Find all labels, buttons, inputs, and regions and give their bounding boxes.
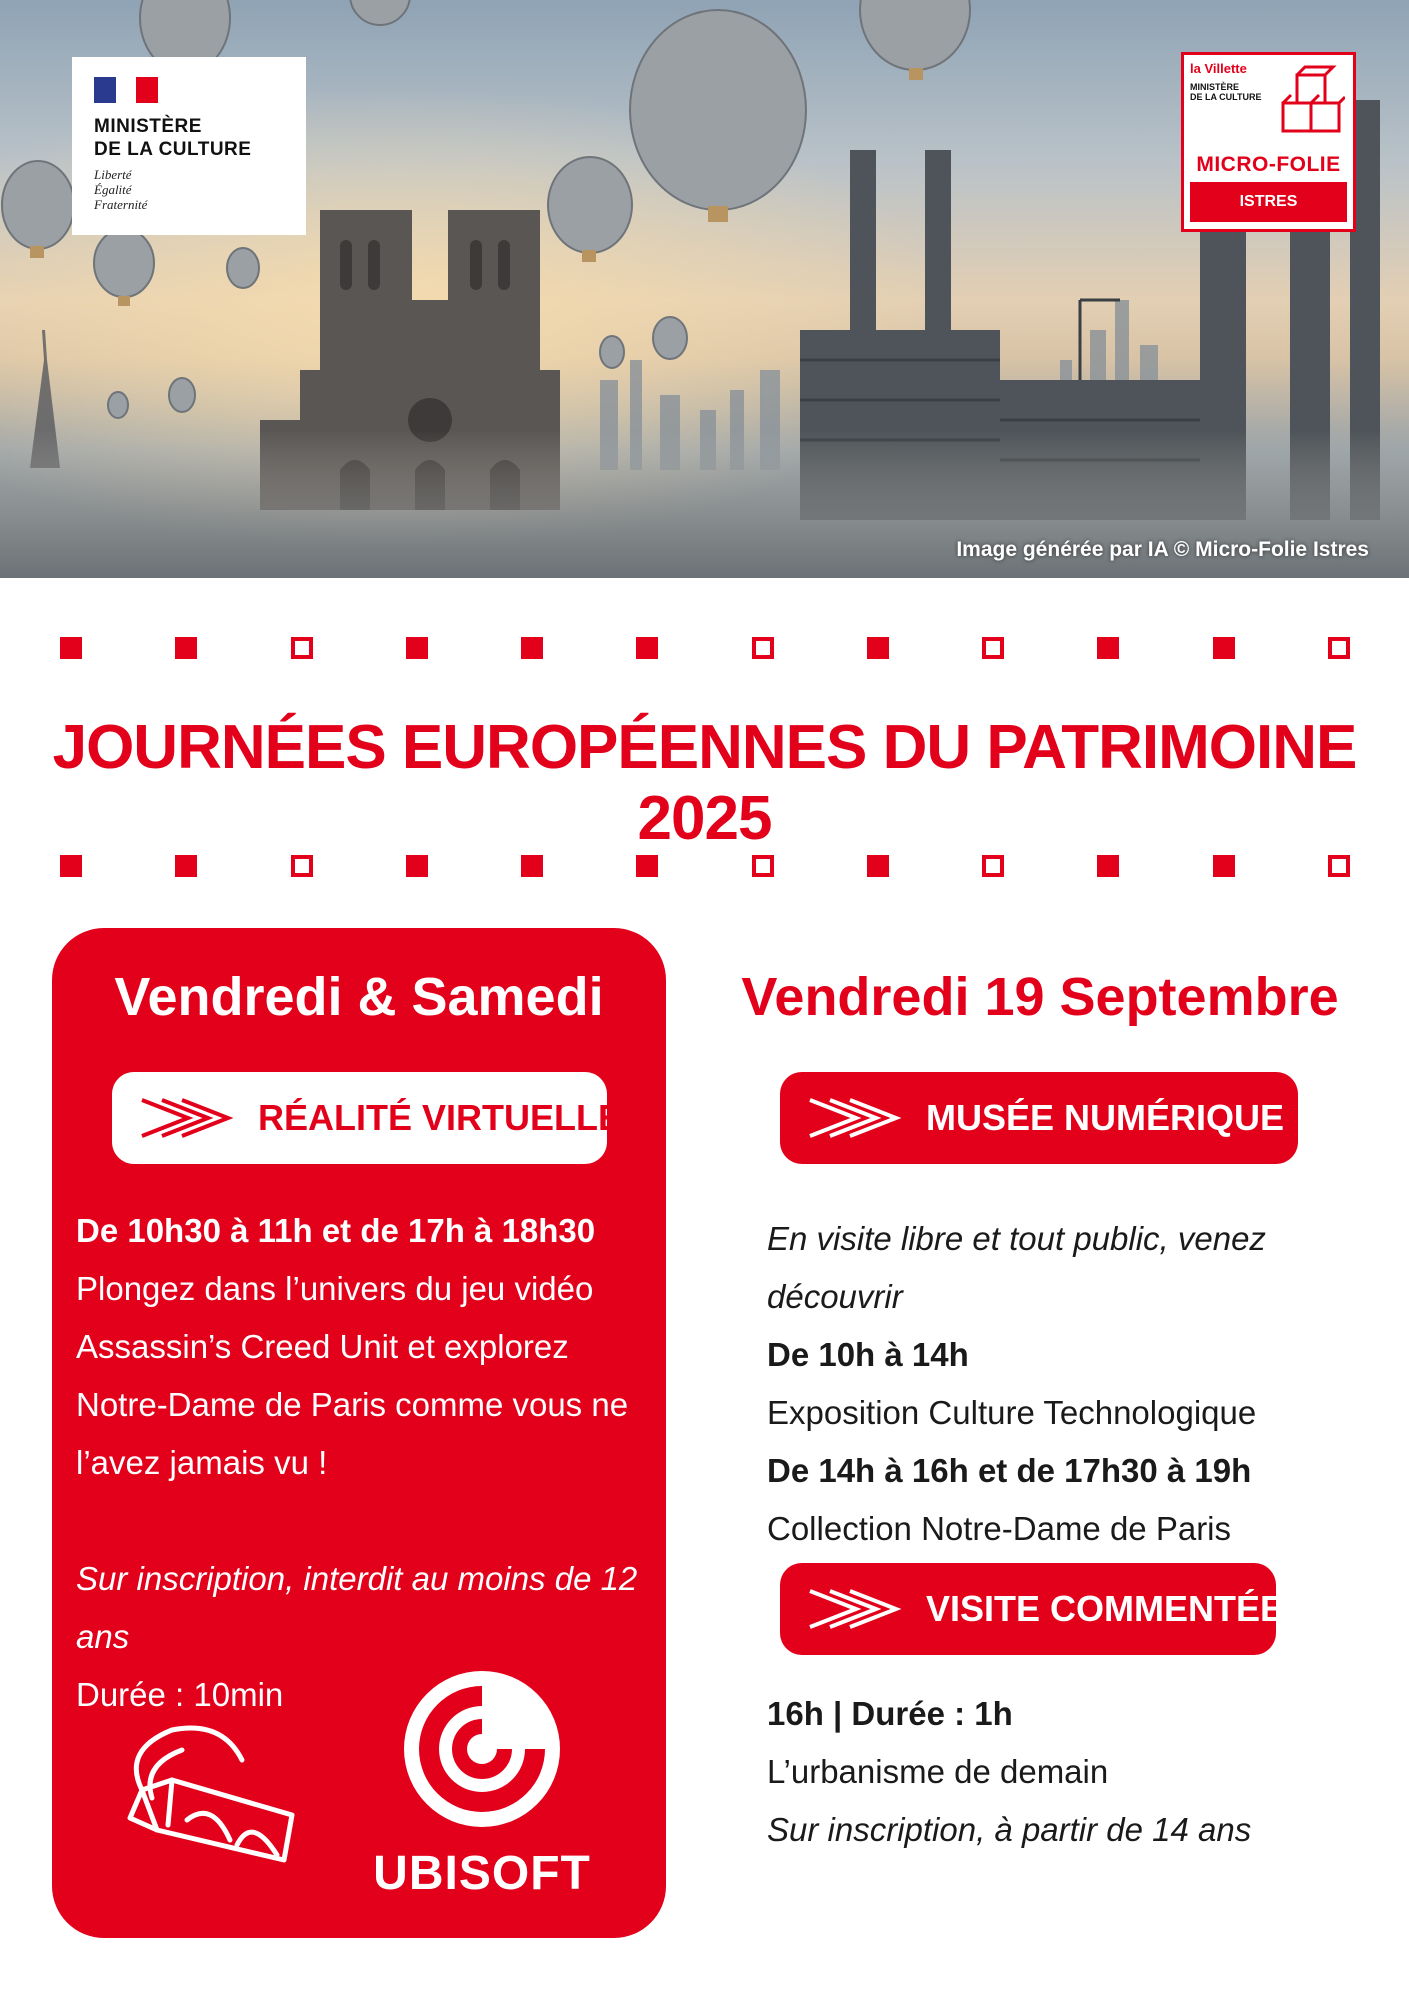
- ministry-title-line2: DE LA CULTURE: [94, 139, 252, 160]
- decorative-square: [406, 855, 428, 877]
- triple-chevron-icon: [808, 1587, 908, 1631]
- guided-tour-details: [767, 1685, 1367, 1859]
- hero-image: [0, 0, 1409, 578]
- vr-desc-line-3: Notre-Dame de Paris comme vous ne: [76, 1386, 629, 1423]
- decorative-square: [636, 855, 658, 877]
- decorative-square: [175, 637, 197, 659]
- vr-schedule: De 10h30 à 11h et de 17h à 18h30: [76, 1212, 596, 1249]
- tour-note: Sur inscription, à partir de 14 ans: [767, 1811, 1252, 1848]
- slot1-time: De 10h à 14h: [767, 1336, 969, 1373]
- micro-folie-city: ISTRES: [1190, 182, 1347, 222]
- page-title: JOURNÉES EUROPÉENNES DU PATRIMOINE 2025: [52, 713, 1357, 853]
- decorative-squares-bottom: [60, 855, 1350, 881]
- french-flag-icon: [94, 77, 158, 103]
- vr-headset-icon: [112, 1720, 302, 1870]
- decorative-square: [1097, 855, 1119, 877]
- motto-liberte: Liberté: [94, 167, 132, 182]
- vr-desc-line-2: Assassin’s Creed Unit et explorez: [76, 1328, 569, 1365]
- decorative-square: [752, 855, 774, 877]
- triple-chevron-icon: [808, 1096, 908, 1140]
- ministry-of-culture-logo: [72, 57, 306, 235]
- decorative-square: [291, 637, 313, 659]
- vr-section-pill: [112, 1072, 623, 1164]
- ministry-title-line1: MINISTÈRE: [94, 116, 202, 137]
- friday-heading: Vendredi 19 Septembre: [741, 967, 1339, 1027]
- cubes-icon: [1275, 63, 1345, 143]
- museum-intro: En visite libre et tout public, venez découvrir: [767, 1220, 1266, 1315]
- digital-museum-details: [767, 1210, 1367, 1558]
- vr-duration: Durée : 10min: [76, 1676, 284, 1713]
- decorative-square: [521, 637, 543, 659]
- decorative-square: [1328, 855, 1350, 877]
- guided-tour-pill: [780, 1563, 1285, 1655]
- decorative-square: [636, 637, 658, 659]
- decorative-square: [982, 637, 1004, 659]
- decorative-square: [752, 637, 774, 659]
- slot2-time: De 14h à 16h et de 17h30 à 19h: [767, 1452, 1252, 1489]
- vr-section-label: RÉALITÉ VIRTUELLE: [258, 1097, 623, 1138]
- motto-fraternite: Fraternité: [94, 197, 148, 212]
- mf-ministry-line1: MINISTÈRE: [1190, 82, 1240, 92]
- image-credit: Image générée par IA © Micro-Folie Istres: [956, 538, 1369, 561]
- vr-desc-line-4: l’avez jamais vu !: [76, 1444, 328, 1481]
- decorative-square: [406, 637, 428, 659]
- decorative-square: [291, 855, 313, 877]
- vr-event-card: [52, 928, 666, 1938]
- vr-card-heading: Vendredi & Samedi: [114, 967, 604, 1027]
- decorative-square: [982, 855, 1004, 877]
- vr-desc-line-1: Plongez dans l’univers du jeu vidéo: [76, 1270, 594, 1307]
- digital-museum-label: MUSÉE NUMÉRIQUE: [926, 1097, 1285, 1138]
- decorative-square: [867, 637, 889, 659]
- decorative-square: [60, 855, 82, 877]
- decorative-square: [175, 855, 197, 877]
- decorative-squares-top: [60, 637, 1350, 663]
- decorative-square: [1097, 637, 1119, 659]
- slot2-desc: Collection Notre-Dame de Paris: [767, 1510, 1232, 1547]
- decorative-square: [1213, 637, 1235, 659]
- decorative-square: [60, 637, 82, 659]
- decorative-square: [1213, 855, 1235, 877]
- vr-card-body: [76, 1202, 656, 1724]
- la-villette-label: la Villette: [1190, 61, 1247, 76]
- vr-registration-note: Sur inscription, interdit au moins de 12 ans: [76, 1560, 638, 1655]
- guided-tour-label: VISITE COMMENTÉE: [926, 1588, 1285, 1629]
- decorative-square: [867, 855, 889, 877]
- micro-folie-logo: [1181, 52, 1356, 232]
- mf-ministry-line2: DE LA CULTURE: [1190, 92, 1262, 102]
- ubisoft-wordmark: UBISOFT: [373, 1847, 591, 1900]
- tour-desc: L’urbanisme de demain: [767, 1753, 1109, 1790]
- motto-egalite: Égalité: [94, 182, 132, 197]
- digital-museum-pill: [780, 1072, 1298, 1164]
- decorative-square: [1328, 637, 1350, 659]
- tour-time: 16h | Durée : 1h: [767, 1695, 1013, 1732]
- ubisoft-swirl-icon: [397, 1664, 567, 1834]
- decorative-square: [521, 855, 543, 877]
- slot1-desc: Exposition Culture Technologique: [767, 1394, 1257, 1431]
- triple-chevron-icon: [140, 1096, 240, 1140]
- micro-folie-name: MICRO-FOLIE: [1196, 153, 1341, 176]
